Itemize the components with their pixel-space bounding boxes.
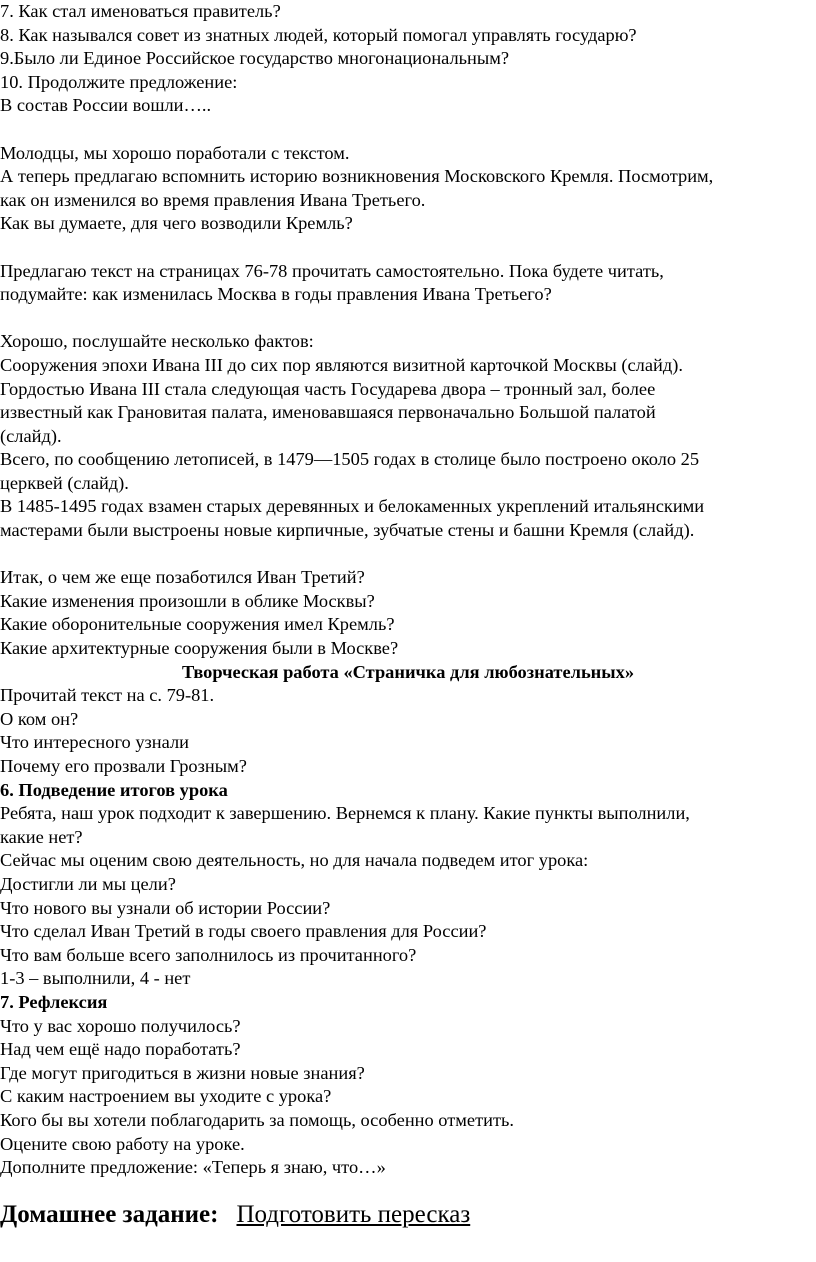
text-line: Что у вас хорошо получилось? [0, 1015, 241, 1036]
text-line: 1-3 – выполнили, 4 - нет [0, 968, 191, 989]
homework-value: Подготовить пересказ [236, 1200, 471, 1228]
text-line: Что вам больше всего заполнилось из прочитанного? [0, 944, 417, 965]
text-line: Достигли ли мы цели? [0, 873, 176, 894]
summary-questions [0, 566, 816, 660]
text-line: мастерами были выстроены новые кирпичные, зубчатые стены и башни Кремля (слайд). [0, 520, 695, 541]
question-10: 10. Продолжите предложение: [0, 71, 238, 92]
homework [0, 1200, 816, 1230]
text-line: Как вы думаете, для чего возводили Кремль? [0, 213, 353, 234]
text-line: какие нет? [0, 826, 83, 847]
section-7-title: 7. Рефлексия [0, 991, 108, 1012]
homework-label: Домашнее задание: [0, 1200, 219, 1228]
top-questions [0, 0, 816, 118]
question-8: 8. Как назывался совет из знатных людей, который помогал управлять государю? [0, 24, 637, 45]
text-line: Что интересного узнали [0, 732, 189, 753]
text-line: Ребята, наш урок подходит к завершению. Вернемся к плану. Какие пункты выполнили, [0, 803, 690, 824]
section-7 [0, 1015, 816, 1180]
text-line: Хорошо, послушайте несколько фактов: [0, 331, 314, 352]
text-line: Почему его прозвали Грозным? [0, 756, 247, 776]
text-line: церквей (слайд). [0, 472, 129, 493]
question-10-continuation: В состав России вошли….. [0, 95, 212, 116]
text-line: С каким настроением вы уходите с урока? [0, 1086, 332, 1107]
text-line: О ком он? [0, 708, 79, 729]
text-line: известный как Грановитая палата, именовавшаяся первоначально Большой палатой [0, 402, 656, 423]
text-line: Над чем ещё надо поработать? [0, 1039, 241, 1060]
creative-work-title: Творческая работа «Страничка для любознательных» [181, 661, 635, 682]
text-line: Оцените свою работу на уроке. [0, 1133, 245, 1154]
text-line: Итак, о чем же еще позаботился Иван Третий? [0, 567, 365, 588]
text-line: подумайте: как изменилась Москва в годы правления Ивана Третьего? [0, 284, 552, 305]
text-line: Кого бы вы хотели поблагодарить за помощь, особенно отметить. [0, 1109, 514, 1130]
paragraph-gap [0, 236, 816, 260]
text-line: Что нового вы узнали об истории России? [0, 897, 331, 918]
question-7: 7. Как стал именоваться правитель? [0, 1, 281, 21]
facts-section [0, 330, 816, 542]
creative-work-section [0, 684, 816, 778]
text-line: Дополните предложение: «Теперь я знаю, что…» [0, 1157, 386, 1178]
text-line: Какие оборонительные сооружения имел Кремль? [0, 614, 395, 635]
text-line: Всего, по сообщению летописей, в 1479—1505 годах в столице было построено около 25 [0, 449, 700, 470]
text-line: Сейчас мы оценим свою деятельность, но для начала подведем итог урока: [0, 850, 589, 871]
paragraph-gap [0, 118, 816, 142]
text-line: Гордостью Ивана III стала следующая часть Государева двора – тронный зал, более [0, 378, 656, 399]
text-line: Какие архитектурные сооружения были в Москве? [0, 638, 399, 659]
paragraph-gap [0, 543, 816, 567]
section-6-title: 6. Подведение итогов урока [0, 779, 228, 800]
paragraph-gap [0, 307, 816, 331]
reading-section [0, 260, 816, 307]
text-line: Что сделал Иван Третий в годы своего правления для России? [0, 921, 487, 942]
text-line: Молодцы, мы хорошо поработали с текстом. [0, 142, 350, 163]
kremlin-section [0, 142, 816, 236]
section-6 [0, 802, 816, 991]
question-9: 9.Было ли Единое Российское государство многонациональным? [0, 48, 510, 69]
text-line: Сооружения эпохи Ивана III до сих пор являются визитной карточкой Москвы (слайд). [0, 354, 683, 375]
text-line: А теперь предлагаю вспомнить историю возникновения Московского Кремля. Посмотрим, [0, 166, 714, 187]
text-line: Где могут пригодиться в жизни новые знания? [0, 1062, 365, 1083]
text-line: Какие изменения произошли в облике Москвы? [0, 590, 375, 611]
text-line: В 1485-1495 годах взамен старых деревянных и белокаменных укреплений итальянскими [0, 496, 705, 517]
text-line: Предлагаю текст на страницах 76-78 прочитать самостоятельно. Пока будете читать, [0, 260, 664, 281]
text-line: как он изменился во время правления Ивана Третьего. [0, 189, 426, 210]
text-line: (слайд). [0, 425, 62, 446]
text-line: Прочитай текст на с. 79-81. [0, 685, 215, 706]
